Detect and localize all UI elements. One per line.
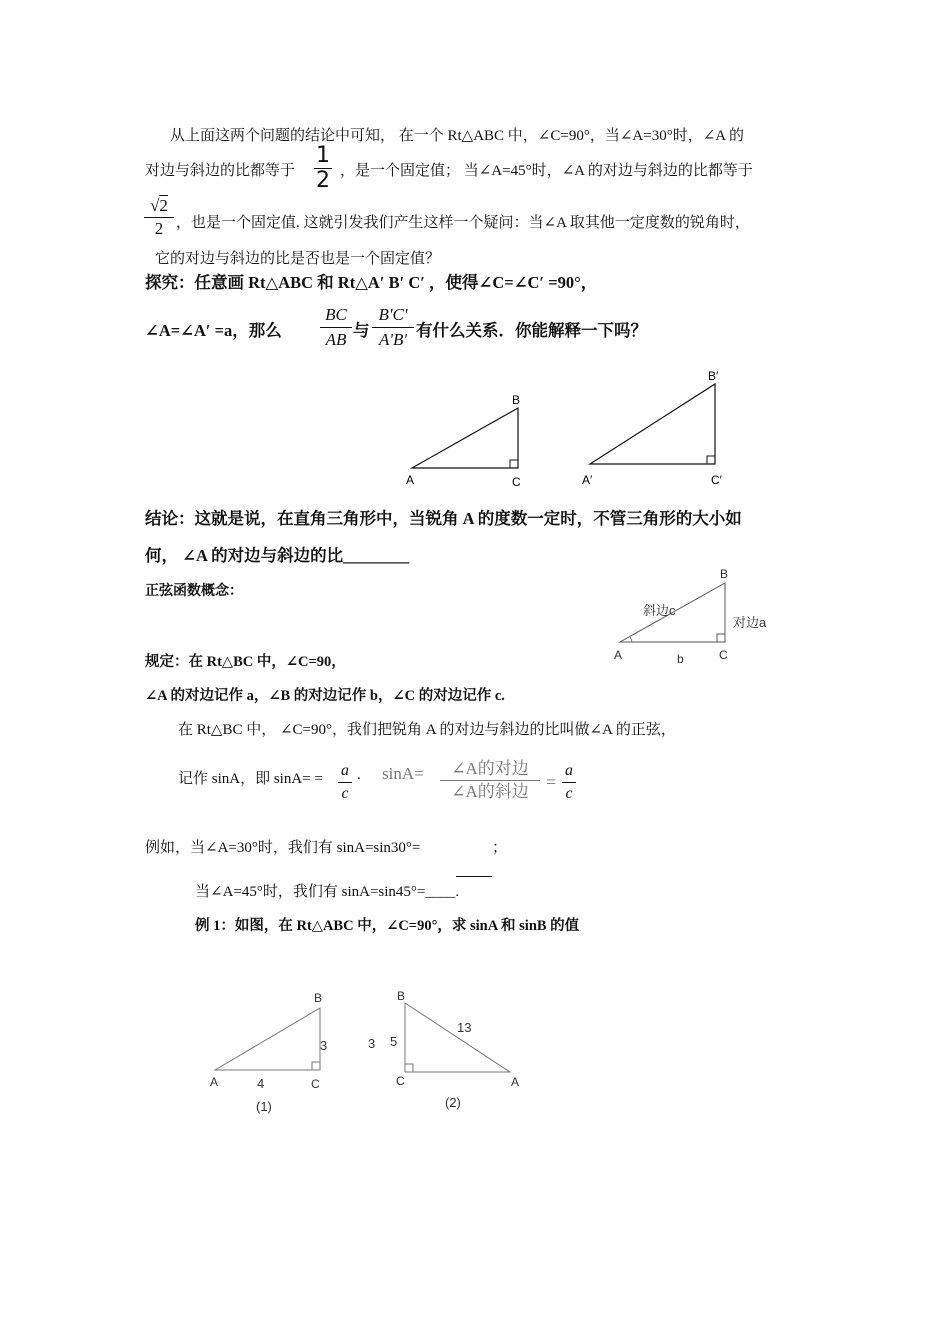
ex2-hyp-13: 13 — [457, 1020, 472, 1035]
example-figure-1 — [210, 991, 327, 1114]
example-45: 当∠A=45°时，我们有 sinA=sin45°=____. — [195, 884, 460, 900]
concept-vertex-a: A — [614, 648, 623, 662]
concept-rule1: 规定：在 Rt△BC 中，∠C=90， — [145, 654, 346, 670]
para1-line3: ，也是一个固定值. 这就引发我们产生这样一个疑问：当∠A 取其他一定度数的锐角时， — [176, 215, 750, 231]
conclusion-line2: 何， ∠A 的对边与斜边的比________ — [145, 546, 410, 565]
concept-adj-label: b — [677, 652, 684, 666]
ex2-left-5: 5 — [390, 1034, 398, 1049]
concept-title: 正弦函数概念： — [145, 584, 243, 599]
example-figures — [200, 980, 540, 1120]
ex1-vertex-b: B — [314, 991, 323, 1005]
fraction-sqrt2-over-2: √2 2 — [144, 195, 174, 240]
vertex-a-prime: A′ — [582, 473, 593, 487]
para1-line1: 从上面这两个问题的结论中可知， 在一个 Rt△ABC 中，∠C=90°，当∠A=30°时，∠A 的 — [170, 128, 745, 144]
para1-line2b: ，是一个固定值； 当∠A=45°时，∠A 的对边与斜边的比都等于 — [340, 163, 753, 179]
concept-vertex-c: C — [719, 648, 728, 662]
triangle-abc — [406, 393, 521, 489]
ex1-side-bc: 3 — [320, 1038, 328, 1053]
ex1-vertex-c: C — [311, 1077, 320, 1091]
fraction-bc-ab: BC AB — [320, 303, 352, 352]
vertex-b-prime: B′ — [708, 369, 719, 383]
fraction-one-half: 1 2 — [316, 143, 330, 193]
vertex-b: B — [512, 393, 521, 407]
ex1-side-ac: 4 — [257, 1076, 265, 1091]
concept-figure — [605, 565, 805, 670]
ex1-caption: (1) — [256, 1099, 272, 1114]
explore-mid: 与 — [353, 321, 370, 340]
example-30-blank — [456, 876, 492, 877]
equals-sign: = — [546, 772, 557, 792]
vertex-c-prime: C′ — [711, 473, 722, 487]
explore-line1: 探究：任意画 Rt△ABC 和 Rt△A′ B′ C′ ，使得∠C=∠C′ =90°， — [145, 273, 598, 292]
ex2-vertex-c: C — [396, 1074, 405, 1088]
explore-line2b: 有什么关系．你能解释一下吗？ — [416, 321, 647, 340]
ex2-caption: (2) — [445, 1095, 461, 1110]
para1-line4: 它的对边与斜边的比是否也是一个固定值？ — [155, 251, 441, 267]
example-30: 例如，当∠A=30°时，我们有 sinA=sin30°= — [145, 840, 421, 856]
concept-opp-label: 对边a — [733, 615, 767, 630]
concept-rule2: ∠A 的对边记作 a，∠B 的对边记作 b，∠C 的对边记作 c. — [145, 688, 505, 704]
concept-def2b: . — [357, 767, 361, 783]
sin-label: sinA= — [382, 764, 424, 783]
concept-vertex-b: B — [720, 567, 729, 581]
concept-hyp-label: 斜边c — [643, 603, 676, 618]
fraction-bc-ab-prime: B'C' A'B' — [372, 303, 414, 352]
example-figure-2 — [368, 989, 519, 1110]
ex1-vertex-a: A — [210, 1075, 219, 1089]
para1-line2a: 对边与斜边的比都等于 — [145, 163, 296, 179]
conclusion-line1: 结论：这就是说，在直角三角形中，当锐角 A 的度数一定时，不管三角形的大小如 — [145, 509, 742, 528]
example-30-end: ； — [492, 840, 508, 856]
fraction-a-over-c: a c — [338, 760, 352, 805]
explore-figure — [400, 360, 740, 495]
sqrt-icon: √ — [150, 196, 160, 215]
concept-def2a: 记作 sinA，即 sinA= = — [178, 771, 323, 787]
fraction-a-over-c-2: a c — [562, 760, 576, 805]
ex2-vertex-b: B — [397, 989, 406, 1003]
concept-def1: 在 Rt△BC 中， ∠C=90°，我们把锐角 A 的对边与斜边的比叫做∠A 的正弦， — [178, 722, 676, 738]
vertex-a: A — [406, 473, 415, 487]
explore-line2a: ∠A=∠A′ =a，那么 — [145, 321, 282, 340]
vertex-c: C — [512, 475, 521, 489]
fraction-opp-over-hyp: ∠A的对边 ∠A的斜边 — [440, 758, 540, 803]
ex2-vertex-a: A — [511, 1075, 520, 1089]
ex2-left-3: 3 — [368, 1036, 376, 1051]
example-1: 例 1：如图，在 Rt△ABC 中，∠C=90°，求 sinA 和 sinB 的值 — [195, 918, 580, 934]
triangle-abc-prime — [582, 369, 723, 487]
